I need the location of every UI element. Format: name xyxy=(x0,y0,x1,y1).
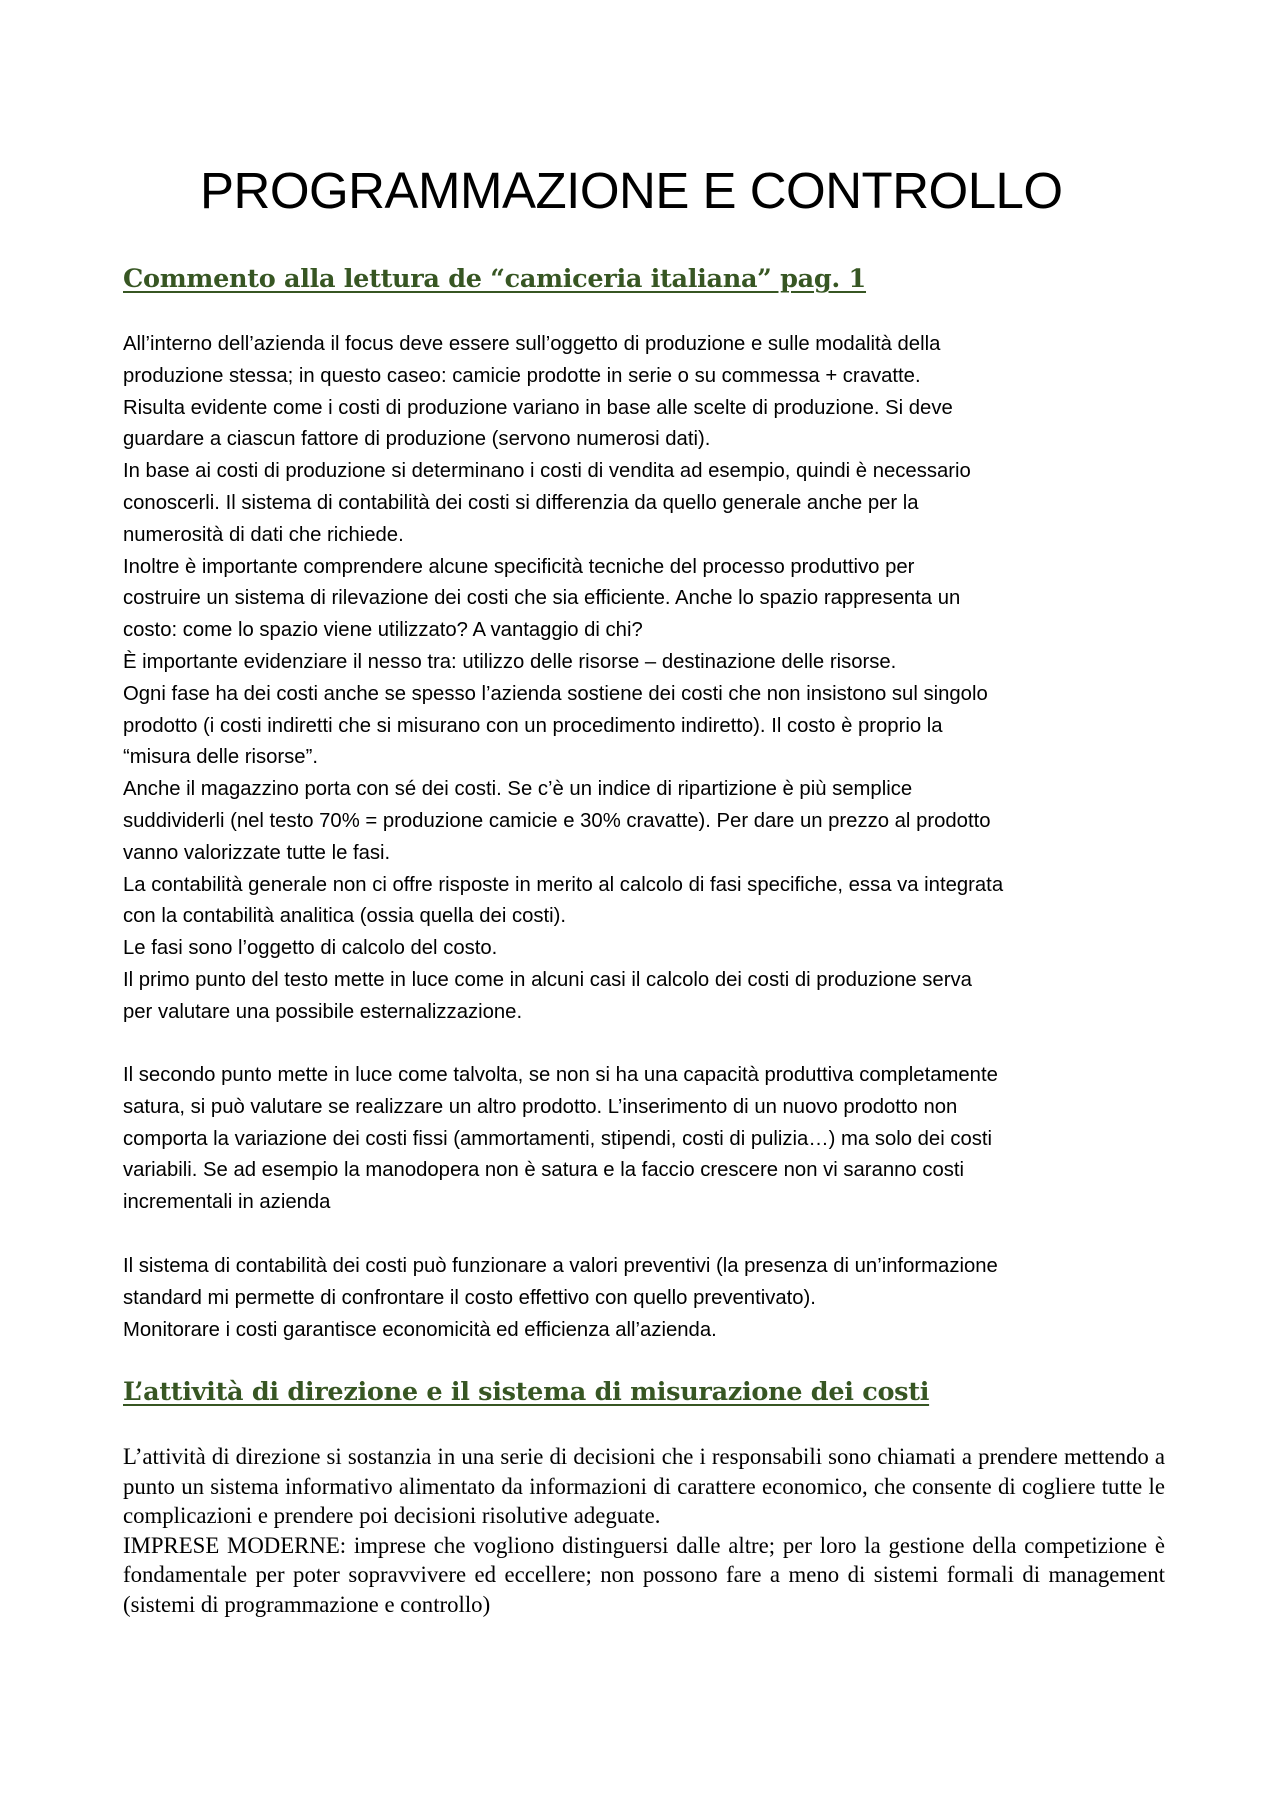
text-line: Il secondo punto mette in luce come talvolta, se non si ha una capacità produttiva completamente xyxy=(123,1064,998,1086)
text-line: satura, si può valutare se realizzare un altro prodotto. L’inserimento di un nuovo prodotto non xyxy=(123,1095,958,1118)
text-line: Ogni fase ha dei costi anche se spesso l’azienda sostiene dei costi che non insistono sul singolo xyxy=(123,682,988,705)
text-line: Inoltre è importante comprendere alcune specificità tecniche del processo produttivo per xyxy=(123,555,915,578)
paragraph-block-direzione xyxy=(123,1442,1165,1619)
text-line: Monitorare i costi garantisce economicità ed efficienza all’azienda. xyxy=(123,1318,717,1341)
text-line: con la contabilità analitica (ossia quella dei costi). xyxy=(123,905,567,928)
text-line: È importante evidenziare il nesso tra: utilizzo delle risorse – destinazione delle risorse. xyxy=(123,650,897,673)
paragraph-block-1 xyxy=(123,329,1173,1029)
text-line: prodotto (i costi indiretti che si misurano con un procedimento indiretto). Il costo è proprio la xyxy=(123,714,943,737)
text-line: conoscerli. Il sistema di contabilità dei costi si differenzia da quello generale anche per la xyxy=(123,491,919,514)
section-heading-direzione: L’attività di direzione e il sistema di misurazione dei costi xyxy=(123,1377,930,1407)
text-line: In base ai costi di produzione si determinano i costi di vendita ad esempio, quindi è necessario xyxy=(123,460,971,483)
text-line: All’interno dell’azienda il focus deve essere sull’oggetto di produzione e sulle modalità della xyxy=(123,333,941,355)
text-line: variabili. Se ad esempio la manodopera non è satura e la faccio crescere non vi saranno costi xyxy=(123,1159,965,1182)
text-line: Il primo punto del testo mette in luce come in alcuni casi il calcolo dei costi di produzione serva xyxy=(123,968,972,991)
paragraph: IMPRESE MODERNE: imprese che vogliono distinguersi dalle altre; per loro la gestione della competizione è fondamentale per poter sopravvivere ed eccellere; non possono fare a meno di sistemi formali di management (sistemi di programmazione e controllo) xyxy=(123,1532,1165,1617)
text-line: La contabilità generale non ci offre risposte in merito al calcolo di fasi specifiche, essa va integrata xyxy=(123,873,1004,896)
text-line: costruire un sistema di rilevazione dei costi che sia efficiente. Anche lo spazio rappresenta un xyxy=(123,587,961,610)
text-line: incrementali in azienda xyxy=(123,1191,331,1214)
text-line: vanno valorizzate tutte le fasi. xyxy=(123,841,391,864)
text-line: suddividerli (nel testo 70% = produzione camicie e 30% cravatte). Per dare un prezzo al prodotto xyxy=(123,809,991,832)
text-line: “misura delle risorse”. xyxy=(123,746,318,769)
paragraph: L’attività di direzione si sostanzia in una serie di decisioni che i responsabili sono chiamati a prendere mettendo a punto un sistema informativo alimentato da informazioni di carattere economico, che consente di cogliere tutte le complicazioni e prendere poi decisioni risolutive adeguate. xyxy=(123,1444,1165,1528)
document-title: PROGRAMMAZIONE E CONTROLLO xyxy=(200,162,1063,219)
paragraph-block-3 xyxy=(123,1251,1173,1346)
text-line: numerosità di dati che richiede. xyxy=(123,523,404,546)
text-line: guardare a ciascun fattore di produzione (servono numerosi dati). xyxy=(123,428,711,451)
text-line: comporta la variazione dei costi fissi (ammortamenti, stipendi, costi di pulizia…) ma solo dei costi xyxy=(123,1127,993,1150)
text-line: Anche il magazzino porta con sé dei costi. Se c’è un indice di ripartizione è più semplice xyxy=(123,778,913,801)
text-line: Le fasi sono l’oggetto di calcolo del costo. xyxy=(123,937,498,960)
section-heading-camiceria: Commento alla lettura de “camiceria italiana” pag. 1 xyxy=(123,264,867,294)
paragraph-block-2 xyxy=(123,1060,1173,1219)
text-line: standard mi permette di confrontare il costo effettivo con quello preventivato). xyxy=(123,1286,816,1309)
text-line: Risulta evidente come i costi di produzione variano in base alle scelte di produzione. Si deve xyxy=(123,396,953,419)
text-line: Il sistema di contabilità dei costi può funzionare a valori preventivi (la presenza di un’informazione xyxy=(123,1255,998,1277)
text-line: produzione stessa; in questo caseo: camicie prodotte in serie o su commessa + cravatte. xyxy=(123,364,921,387)
text-line: costo: come lo spazio viene utilizzato? A vantaggio di chi? xyxy=(123,619,643,642)
text-line: per valutare una possibile esternalizzazione. xyxy=(123,1000,523,1023)
